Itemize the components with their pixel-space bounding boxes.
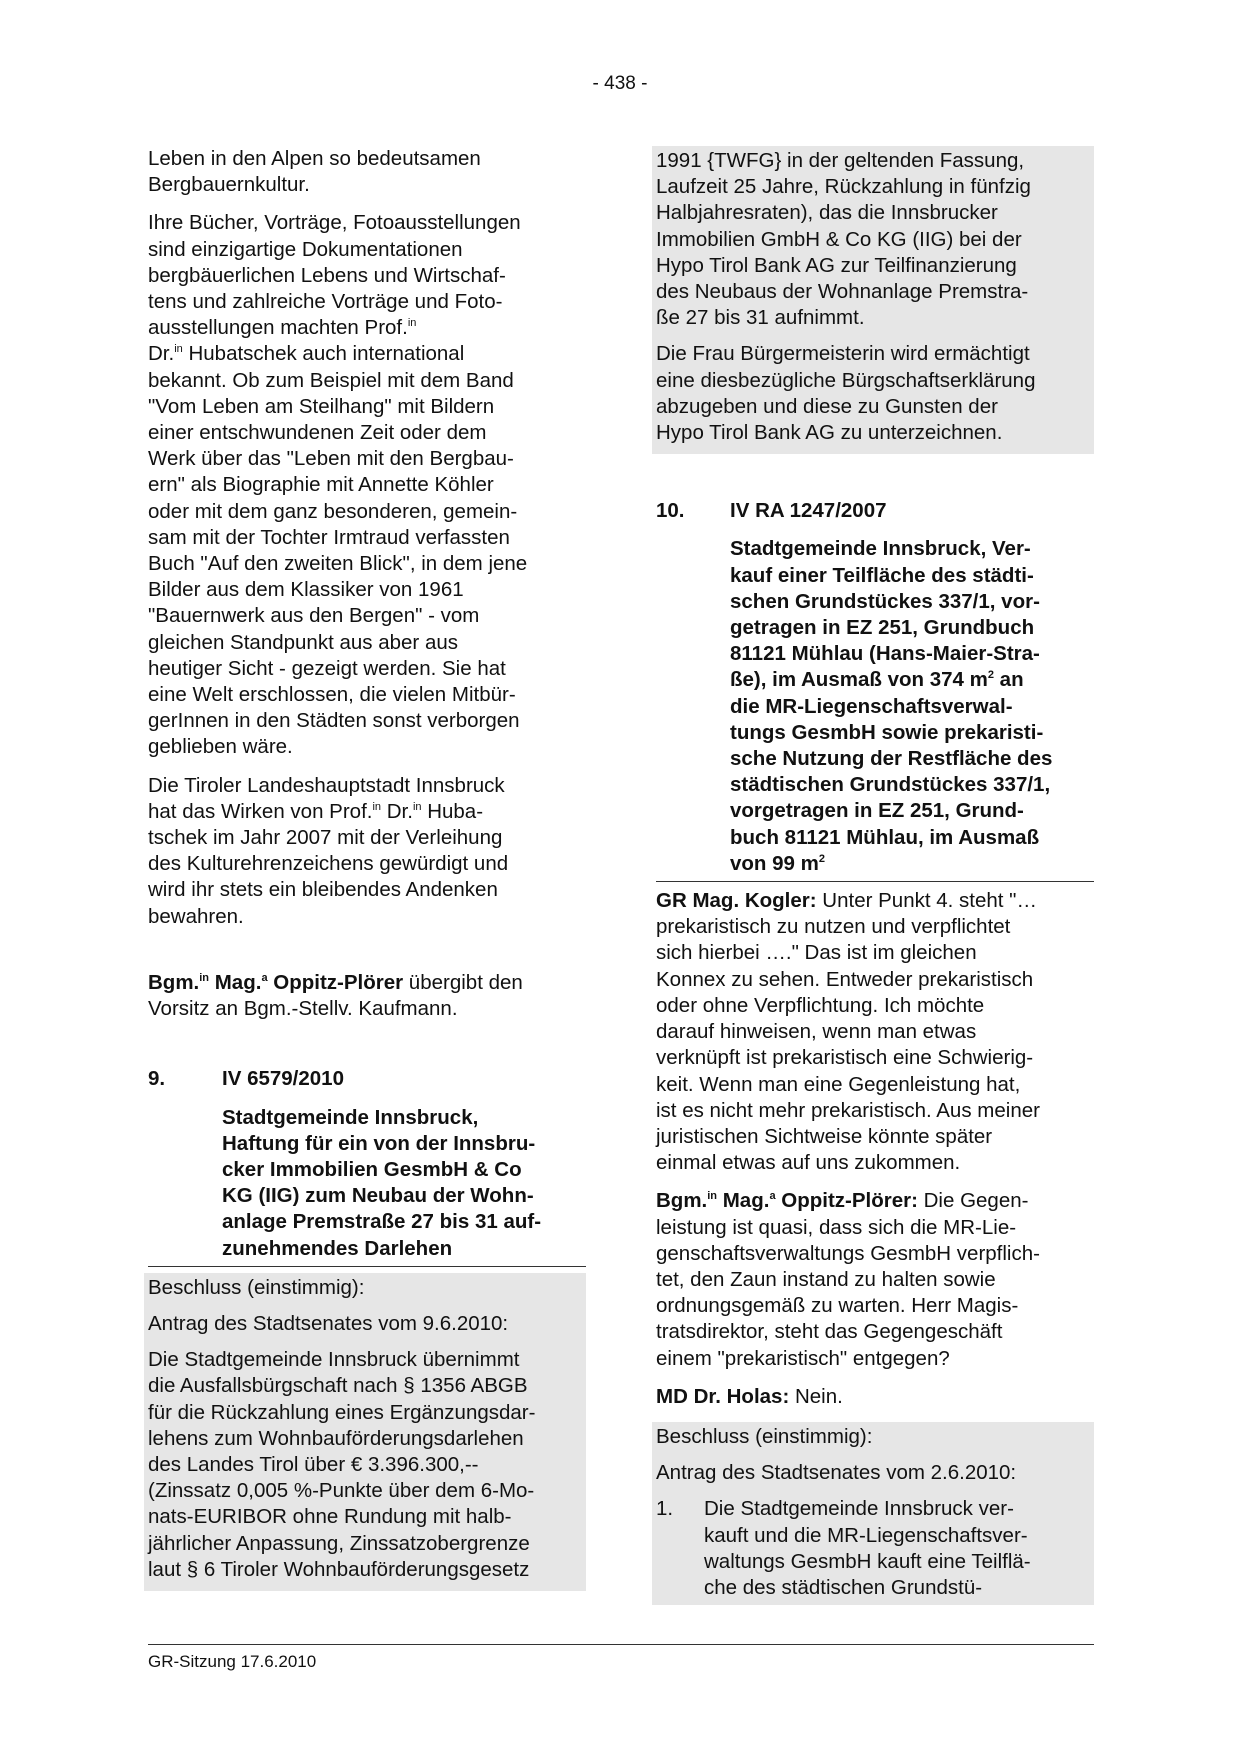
footer: GR-Sitzung 17.6.2010 bbox=[148, 1652, 317, 1671]
chair-transfer-note: Bgm.$^{in}$ Mag.$^a$ Oppitz-Plörer übergibt den Vorsitz an Bgm.-Stellv. Kaufmann. bbox=[148, 970, 523, 1021]
right-column bbox=[656, 146, 1094, 1605]
item-title: Stadtgemeinde Innsbruck, Ver- kauf einer Teilfläche des städti- schen Grundstückes 337/1, vor- getragen in EZ 251, Grundbuch 81121 Mühlau (Hans-Maier-Stra- ße), im Ausmaß von 374 $m^2$ an die MR-Liegenschaftsverwal- tungs GesmbH sowie prekaristi- sche Nutzung der Restfläche des städtischen Grundstückes 337/1, vorgetragen in EZ 251, Grund- buch 81121 Mühlau, im Ausmaß von 99 $m^2$ bbox=[730, 537, 1053, 875]
left-column bbox=[148, 146, 586, 1591]
agenda-item-9 bbox=[148, 1066, 586, 1591]
speaker-statement: MD Dr. Holas: Nein. bbox=[656, 1384, 843, 1408]
divider bbox=[148, 1266, 586, 1267]
paragraph: Leben in den Alpen so bedeutsamen Bergbauernkultur. bbox=[148, 147, 481, 197]
speaker-statement: GR Mag. Kogler: Unter Punkt 4. steht "… prekaristisch zu nutzen und verpflichtet sich hierbei …." Das ist im gleichen Konnex zu sehen. Entweder prekaristisch oder ohne Verpflichtung. Ich möchte darauf hinweisen, wenn man etwas verknüpft ist prekaristisch eine Schwierig- keit. Wenn man eine Gegenleistung hat, ist es nicht mehr prekaristisch. Aus meiner juristischen Sichtweise könnte später einmal etwas auf uns zukommen. bbox=[656, 889, 1040, 1175]
motion-label: Antrag des Stadtsenates vom 2.6.2010: bbox=[656, 1461, 1017, 1485]
motion-text: Die Stadtgemeinde Innsbruck übernimmt die Ausfallsbürgschaft nach § 1356 ABGB für die Rückzahlung eines Ergänzungsdar- lehens zum Wohnbauförderungsdarlehen des Landes Tirol über € 3.396.300,-- (Zinssatz 0,005 %-Punkte über dem 6-Mo- nats-EURIBOR ohne Rundung mit halb- jährlicher Anpassung, Zinssatzobergrenze laut § 6 Tiroler Wohnbauförderungsgesetz bbox=[148, 1348, 536, 1581]
resolution-box bbox=[652, 1422, 1094, 1605]
divider bbox=[656, 881, 1094, 882]
item-heading bbox=[148, 1066, 586, 1092]
decision-label: Beschluss (einstimmig): bbox=[148, 1275, 365, 1299]
item-heading bbox=[656, 498, 1094, 524]
list-number: 1. bbox=[656, 1497, 674, 1521]
motion-text: Die Frau Bürgermeisterin wird ermächtigt eine diesbezügliche Bürgschaftserklärung abzugeben und diese zu Gunsten der Hypo Tirol Bank AG zu unterzeichnen. bbox=[656, 342, 1036, 445]
motion-text: 1991 {TWFG} in der geltenden Fassung, Laufzeit 25 Jahre, Rückzahlung in fünfzig Halbjahresraten), das die Innsbrucker Immobilien GmbH & Co KG (IIG) bei der Hypo Tirol Bank AG zur Teilfinanzierung des Neubaus der Wohnanlage Premstra- ße 27 bis 31 aufnimmt. bbox=[656, 149, 1031, 330]
item-reference: IV 6579/2010 bbox=[222, 1067, 344, 1091]
item-reference: IV RA 1247/2007 bbox=[730, 499, 887, 523]
agenda-item-10 bbox=[656, 498, 1094, 1605]
list-text: Die Stadtgemeinde Innsbruck ver- kauft und die MR-Liegenschaftsver- waltungs GesmbH kauft eine Teilflä- che des städtischen Grundstü- bbox=[704, 1497, 1031, 1599]
list-item bbox=[656, 1496, 1090, 1601]
decision-label: Beschluss (einstimmig): bbox=[656, 1424, 873, 1448]
resolution-box bbox=[144, 1273, 586, 1591]
paragraph: Die Tiroler Landeshauptstadt Innsbruck hat das Wirken von Prof.$^{in}$ Dr.$^{in}$ Huba- tschek im Jahr 2007 mit der Verleihung des Kulturehrenzeichens gewürdigt und wird ihr stets ein bleibendes Andenken bewahren. bbox=[148, 773, 509, 928]
item-number: 10. bbox=[656, 499, 685, 523]
item-number: 9. bbox=[148, 1067, 166, 1091]
footer-divider bbox=[148, 1644, 1094, 1645]
item-title: Stadtgemeinde Innsbruck, Haftung für ein von der Innsbru- cker Immobilien GesmbH & Co KG (IIG) zum Neubau der Wohn- anlage Premstraße 27 bis 31 auf- zunehmendes Darlehen bbox=[222, 1105, 542, 1260]
motion-label: Antrag des Stadtsenates vom 9.6.2010: bbox=[148, 1311, 509, 1335]
paragraph: Ihre Bücher, Vorträge, Fotoausstellungen sind einzigartige Dokumentationen bergbäuerlichen Lebens und Wirtschaf- tens und zahlreiche Vorträge und Foto- ausstellungen machten Prof.$^{in}$ Dr.$^{in}$ Hubatschek auch international bekannt. Ob zum Beispiel mit dem Band "Vom Leben am Steilhang" mit Bildern einer entschwundenen Zeit oder dem Werk über das "Leben mit den Bergbau- ern" als Biographie mit Annette Köhler oder mit dem ganz besonderen, gemein- sam mit der Tochter Irmtraud verfassten Buch "Auf den zweiten Blick", in dem jene Bilder aus dem Klassiker von 1961 "Bauernwerk aus den Bergen" - vom gleichen Standpunkt aus aber aus heutiger Sicht - gezeigt werden. Sie hat eine Welt erschlossen, die vielen Mitbür- gerInnen in den Städten sonst verborgen geblieben wäre. bbox=[148, 211, 528, 759]
resolution-box-continued bbox=[652, 146, 1094, 454]
speaker-statement: Bgm.$^{in}$ Mag.$^a$ Oppitz-Plörer: Die Gegen- leistung ist quasi, dass sich die MR-Lie- genschaftsverwaltungs GesmbH verpflich- tet, den Zaun instand zu halten sowie ordnungsgemäß zu warten. Herr Magis- tratsdirektor, steht das Gegengeschäft einem "prekaristisch" entgegen? bbox=[656, 1189, 1040, 1370]
page-number: - 438 - bbox=[592, 73, 648, 94]
